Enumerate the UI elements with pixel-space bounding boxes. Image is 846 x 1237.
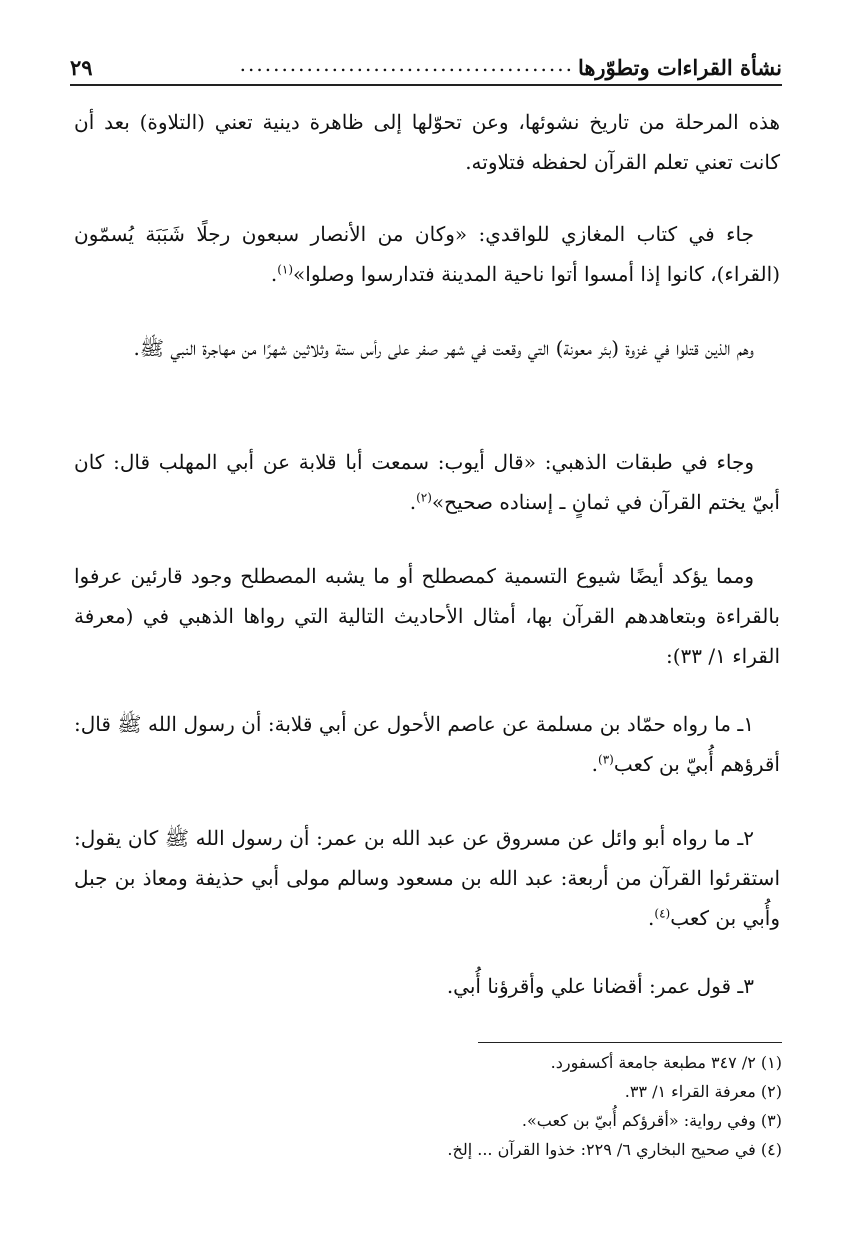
paragraph-text: وهم الذين قتلوا في غزوة (بئر معونة) التي وقعت في شهر صفر على رأس ستة وثلاثين شهرًا من مهاجرة النبي ﷺ. [133,336,754,360]
paragraph-text: ٢ـ ما رواه أبو وائل عن مسروق عن عبد الله بن عمر: أن رسول الله ﷺ كان يقول: استقرئوا القرآن من أربعة: عبد الله بن مسعود وسالم مولى أبي حذيفة ومعاذ بن جبل وأُبي بن كعب [74,826,780,930]
paragraph [74,442,780,522]
footnote: (١) ٢/ ٣٤٧ مطبعة جامعة أكسفورد. [550,1053,782,1072]
footnote: (٢) معرفة القراء ١/ ٣٣. [624,1082,782,1101]
footnote: (٣) وفي رواية: «أقرؤكم أُبيّ بن كعب». [521,1111,782,1130]
paragraph [74,102,780,182]
period: . [648,906,655,930]
leader-dots: ........................................ [239,52,574,76]
period: . [409,490,417,514]
paragraph-text: ١ـ ما رواه حمّاد بن مسلمة عن عاصم الأحول عن أبي قلابة: أن رسول الله ﷺ قال: أقرؤهم أُبيّ بن كعب [74,712,780,776]
footnote-rule [478,1042,782,1043]
list-item [74,704,780,784]
paragraph [74,214,780,294]
paragraph [74,328,780,368]
footnote: (٤) في صحيح البخاري ٦/ ٢٢٩: خذوا القرآن ... إلخ. [447,1140,782,1159]
footnote-ref: (٤) [654,906,671,921]
footnotes [300,1048,782,1164]
paragraph-text: ٣ـ قول عمر: أقضانا علي وأقرؤنا أُبي. [446,974,754,998]
paragraph-text: وجاء في طبقات الذهبي: «قال أيوب: سمعت أبا قلابة عن أبي المهلب قال: كان أبيّ يختم القرآن في ثمانٍ ـ إسناده صحيح» [74,450,780,514]
list-item [74,966,780,1006]
list-item [74,818,780,938]
paragraph-text: هذه المرحلة من تاريخ نشوئها، وعن تحوّلها إلى ظاهرة دينية تعني (التلاوة) بعد أن كانت تعني تعلم القرآن لحفظه فتلاوته. [74,110,780,174]
running-title: نشأة القراءات وتطوّرها [577,55,782,80]
period: . [270,262,278,286]
paragraph-text: جاء في كتاب المغازي للواقدي: «وكان من الأنصار سبعون رجلًا شَبَبَة يُسمّون (القراء)، كانوا إذا أمسوا أتوا ناحية المدينة فتدارسوا وصلوا» [74,222,780,286]
footnote-ref: (٢) [416,490,432,505]
header-rule [70,84,782,86]
paragraph-text: ومما يؤكد أيضًا شيوع التسمية كمصطلح أو ما يشبه المصطلح وجود قارئين عرفوا بالقراءة وبتعاهدهم القرآن بها، أمثال الأحاديث التالية التي رواها الذهبي في (معرفة القراء ١/ ٣٣): [74,564,780,668]
paragraph [74,556,780,676]
page-number: ٢٩ [70,55,93,80]
period: . [591,752,599,776]
footnote-ref: (١) [277,262,294,277]
running-header [70,40,782,80]
footnote-ref: (٣) [598,752,614,767]
